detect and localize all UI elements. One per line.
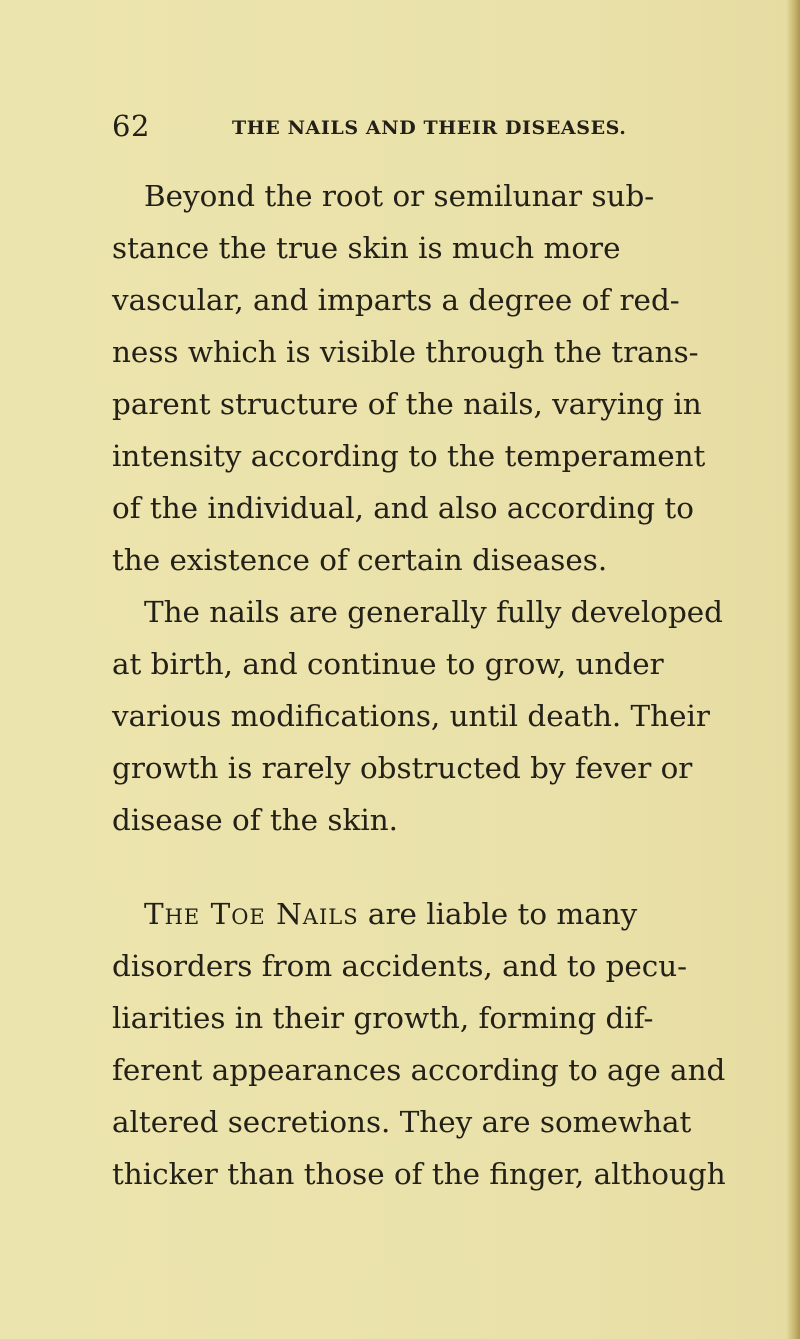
text-line: ferent appearances according to age and — [112, 1053, 726, 1087]
text-line: at birth, and continue to grow, under — [112, 647, 664, 681]
text-line: Beyond the root or semilunar sub- — [144, 179, 655, 213]
text-line: disorders from accidents, and to pecu- — [112, 949, 688, 983]
text-line: the existence of certain diseases. — [112, 543, 608, 577]
running-head-title: THE NAILS AND THEIR DISEASES. — [232, 117, 627, 139]
text-line: ness which is visible through the trans- — [112, 335, 699, 369]
text-line: vascular, and imparts a degree of red- — [112, 283, 680, 317]
text-line: thicker than those of the finger, although — [112, 1157, 726, 1191]
text-line: The nails are generally fully developed — [144, 595, 723, 629]
section-heading: The Toe Nails — [144, 897, 359, 931]
page-number: 62 — [112, 109, 150, 143]
text-line: intensity according to the temperament — [112, 439, 706, 473]
text-line: altered secretions. They are somewhat — [112, 1105, 692, 1139]
text-line: disease of the skin. — [112, 803, 398, 837]
text-line: of the individual, and also according to — [112, 491, 694, 525]
text-line: stance the true skin is much more — [112, 231, 621, 265]
text-line: liarities in their growth, forming dif- — [112, 1001, 654, 1035]
running-head — [112, 108, 632, 144]
text-line: growth is rarely obstructed by fever or — [112, 751, 693, 785]
text-run: are liable to many — [358, 897, 638, 931]
text-line: parent structure of the nails, varying in — [112, 387, 702, 421]
text-line: various modifications, until death. Their — [112, 699, 710, 733]
text-line — [144, 888, 637, 940]
page-edge-shadow — [786, 0, 800, 1339]
